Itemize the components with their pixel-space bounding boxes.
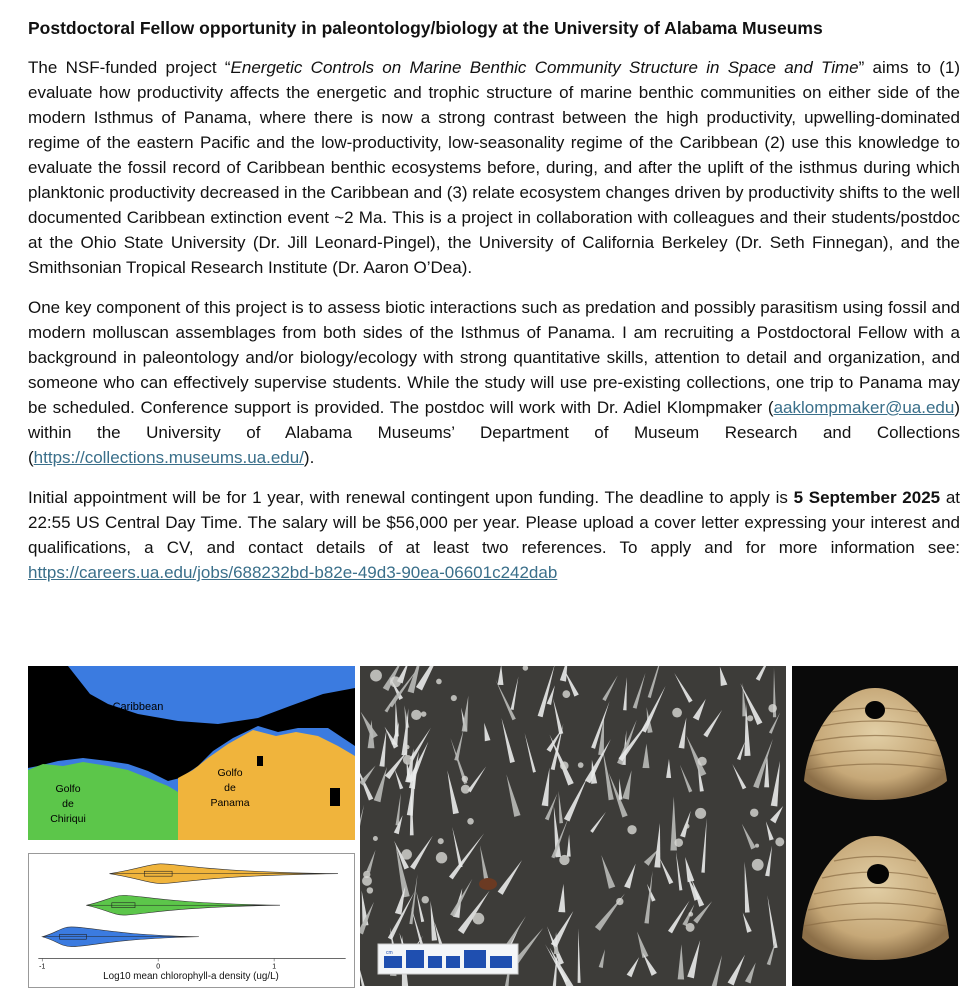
small-shell — [462, 776, 468, 782]
small-shell — [775, 837, 784, 846]
label-chiriqui-1: Golfo — [55, 783, 81, 795]
small-shell — [698, 757, 707, 766]
violin-chart — [28, 853, 355, 988]
small-shell — [421, 711, 427, 717]
small-shell — [768, 704, 777, 713]
x-tick-label: 0 — [156, 963, 161, 971]
para2-text2: ) within the University of Alabama Museums’ Department of Museum Research and Collections ( — [28, 398, 960, 467]
label-panama-3: Panama — [210, 797, 250, 809]
label-chiriqui-3: Chiriqui — [50, 813, 86, 825]
page-title: Postdoctoral Fellow opportunity in paleontology/biology at the University of Alabama Museums — [28, 18, 823, 38]
collections-link[interactable]: https://collections.museums.ua.edu/ — [33, 448, 304, 467]
island — [257, 756, 263, 766]
scale-unit: cm — [386, 950, 393, 956]
small-shell — [559, 855, 569, 865]
small-shell — [616, 898, 623, 905]
small-shell — [373, 836, 378, 841]
x-axis-label: Log10 mean chlorophyll-a density (ug/L) — [103, 971, 279, 983]
shell-fragment — [479, 878, 497, 890]
para3-text1: Initial appointment will be for 1 year, with renewal contingent upon funding. The deadline to apply is — [28, 488, 794, 507]
small-shell — [367, 887, 373, 893]
small-shell — [747, 715, 753, 721]
small-shell — [390, 676, 401, 687]
small-shell — [436, 852, 447, 863]
small-shell — [403, 755, 413, 765]
x-tick-label: -1 — [39, 963, 46, 971]
small-shell — [467, 818, 474, 825]
small-shell — [461, 785, 470, 794]
small-shell — [560, 761, 569, 770]
small-shell — [401, 849, 412, 860]
para1-body: ” aims to (1) evaluate how productivity affects the energetic and trophic structure of marine benthic communities on either side of the modern Isthmus of Panama, where there is now a strong contrast between the high productivity, upwelling-dominated regime of the eastern Pacific and the low-productivity, low-seasonality regime of the Caribbean (2) use this knowledge to evaluate the fossil record of Caribbean benthic ecosystems before, during, and after the uplift of the isthmus during which planktonic productivity decreased in the Caribbean and (3) relate ecosystem changes driven by productivity shifts to the well documented Caribbean extinction event ~2 Ma. This is a project in collaboration with colleagues and their students/postdoc at the Ohio State University (Dr. Jill Leonard-Pingel), the University of California Berkeley (Dr. Seth Finnegan), and the Smithsonian Tropical Research Institute (Dr. Aaron O’Dea). — [28, 58, 960, 277]
label-panama-2: de — [224, 782, 236, 794]
project-title: Energetic Controls on Marine Benthic Community Structure in Space and Time — [230, 58, 859, 77]
small-shell — [755, 844, 759, 848]
small-shell — [370, 670, 382, 682]
para3-text2: at 22:55 US Central Day Time. The salary will be $56,000 per year. Please upload a cover letter expressing your interest and qualifications, a CV, and contact details of at least two references. To apply and for more information see: — [28, 488, 960, 557]
small-shell — [451, 695, 457, 701]
small-shell — [627, 825, 636, 834]
small-shell — [750, 809, 758, 817]
panama-map — [28, 666, 355, 840]
photo-scale-bar — [378, 944, 518, 974]
small-shell — [562, 690, 570, 698]
small-shell — [684, 824, 689, 829]
small-shell — [438, 838, 444, 844]
small-shell — [411, 710, 421, 720]
small-shell — [473, 913, 485, 925]
label-panama-1: Golfo — [217, 767, 243, 779]
island — [330, 788, 340, 806]
drill-hole — [865, 701, 885, 719]
small-shell — [695, 808, 706, 819]
para1-lead: The NSF-funded project “ — [28, 58, 231, 77]
small-shell — [674, 838, 683, 847]
small-shell — [422, 896, 429, 903]
para2-text3: ). — [303, 448, 315, 467]
para2-text1: One key component of this project is to assess biotic interactions such as predation and possibly parasitism using fossil and modern molluscan assemblages from both sides of the Isthmus of Panama. I am recruiting a Postdoctoral Fellow with a background in paleontology and/or biology/ecology with strong quantitative skills, attention to detail and organization, and someone who can effectively supervise students. While the study will use pre-existing collections, one trip to Panama may be scheduled. Conference support is provided. The postdoc will work with Dr. Adiel Klompmaker ( — [28, 298, 960, 417]
x-tick-label: 1 — [272, 963, 277, 971]
drilled-bivalve-photo — [792, 666, 958, 986]
small-shell — [578, 762, 584, 768]
label-chiriqui-2: de — [62, 798, 74, 810]
careers-link[interactable]: https://careers.ua.edu/jobs/688232bd-b82e-49d3-90ea-06601c242dab — [28, 563, 558, 582]
small-shell — [686, 923, 695, 932]
drill-hole — [867, 864, 889, 884]
small-shell — [405, 745, 410, 750]
small-shell — [752, 859, 764, 871]
small-shell — [362, 876, 372, 886]
deadline: 5 September 2025 — [793, 488, 941, 507]
small-shell — [688, 912, 693, 917]
email-link[interactable]: aaklompmaker@ua.edu — [773, 398, 955, 417]
small-shell — [672, 708, 682, 718]
label-caribbean: Caribbean — [112, 701, 164, 713]
shell-assemblage-photo — [360, 666, 786, 986]
small-shell — [436, 679, 442, 685]
